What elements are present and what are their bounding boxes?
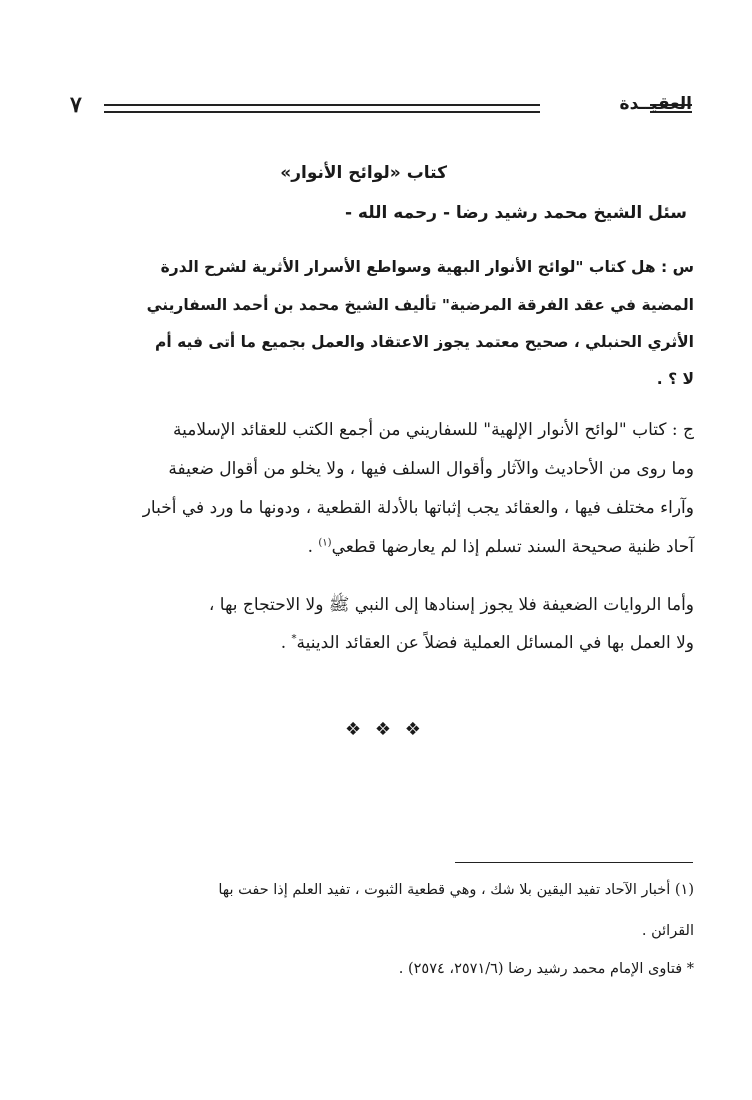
questioner-line: سئل الشيخ محمد رشيد رضا - رحمه الله - (344, 203, 687, 223)
question-line: لا ؟ . (656, 370, 694, 388)
answer-line: وآراء مختلف فيها ، والعقائد يجب إثباتها بالأدلة القطعية ، ودونها ما ورد في أخبار (142, 498, 694, 518)
closing-line-text: ولا العمل بها في المسائل العملية فضلاً عن العقائد الدينية (296, 633, 694, 653)
closing-line: وأما الروايات الضعيفة فلا يجوز إسنادها إلى النبي ﷺ ولا الاحتجاج بها ، (208, 595, 694, 615)
footnote-line: (١) أخبار الآحاد تفيد اليقين بلا شك ، وهي قطعية الثبوت ، تفيد العلم إذا حفت بها (218, 882, 694, 898)
closing-line-end: . (280, 633, 292, 653)
footnote-line: القرائن . (641, 923, 694, 939)
running-header-title: العقيــدة (619, 94, 692, 114)
question-line: س : هل كتاب "لوائح الأنوار البهية وسواطع الأسرار الأثرية لشرح الدرة (160, 258, 694, 276)
answer-line (308, 537, 694, 557)
question-line: الأثري الحنبلي ، صحيح معتمد يجوز الاعتقاد والعمل بجميع ما أتى فيه أم (155, 333, 694, 351)
footnote-marker[interactable]: (١) (318, 537, 332, 549)
question-line: المضية في عقد الفرقة المرضية" تأليف الشيخ محمد بن أحمد السفاريني (146, 296, 694, 314)
source-note-line: * فتاوى الإمام محمد رشيد رضا (٢٥٧١/٦، ٢٥٧٤) . (398, 961, 694, 977)
source-marker[interactable]: * (291, 633, 297, 645)
page-number: ٧ (70, 92, 82, 118)
footnote-rule (455, 862, 693, 863)
answer-line-text: آحاد ظنية صحيحة السند تسلم إذا لم يعارضها قطعي (331, 537, 694, 557)
answer-line: ج : كتاب "لوائح الأنوار الإلهية" للسفاريني من أجمع الكتب للعقائد الإسلامية (173, 420, 694, 440)
closing-line (281, 633, 694, 653)
section-title: كتاب «لوائح الأنوار» (280, 163, 447, 183)
answer-line: وما روى من الأحاديث والآثار وأقوال السلف فيها ، ولا يخلو من أقوال ضعيفة (168, 459, 694, 479)
answer-line-end: . (307, 537, 319, 557)
header-rule (104, 104, 540, 113)
section-separator: ❖ ❖ ❖ (345, 719, 425, 740)
